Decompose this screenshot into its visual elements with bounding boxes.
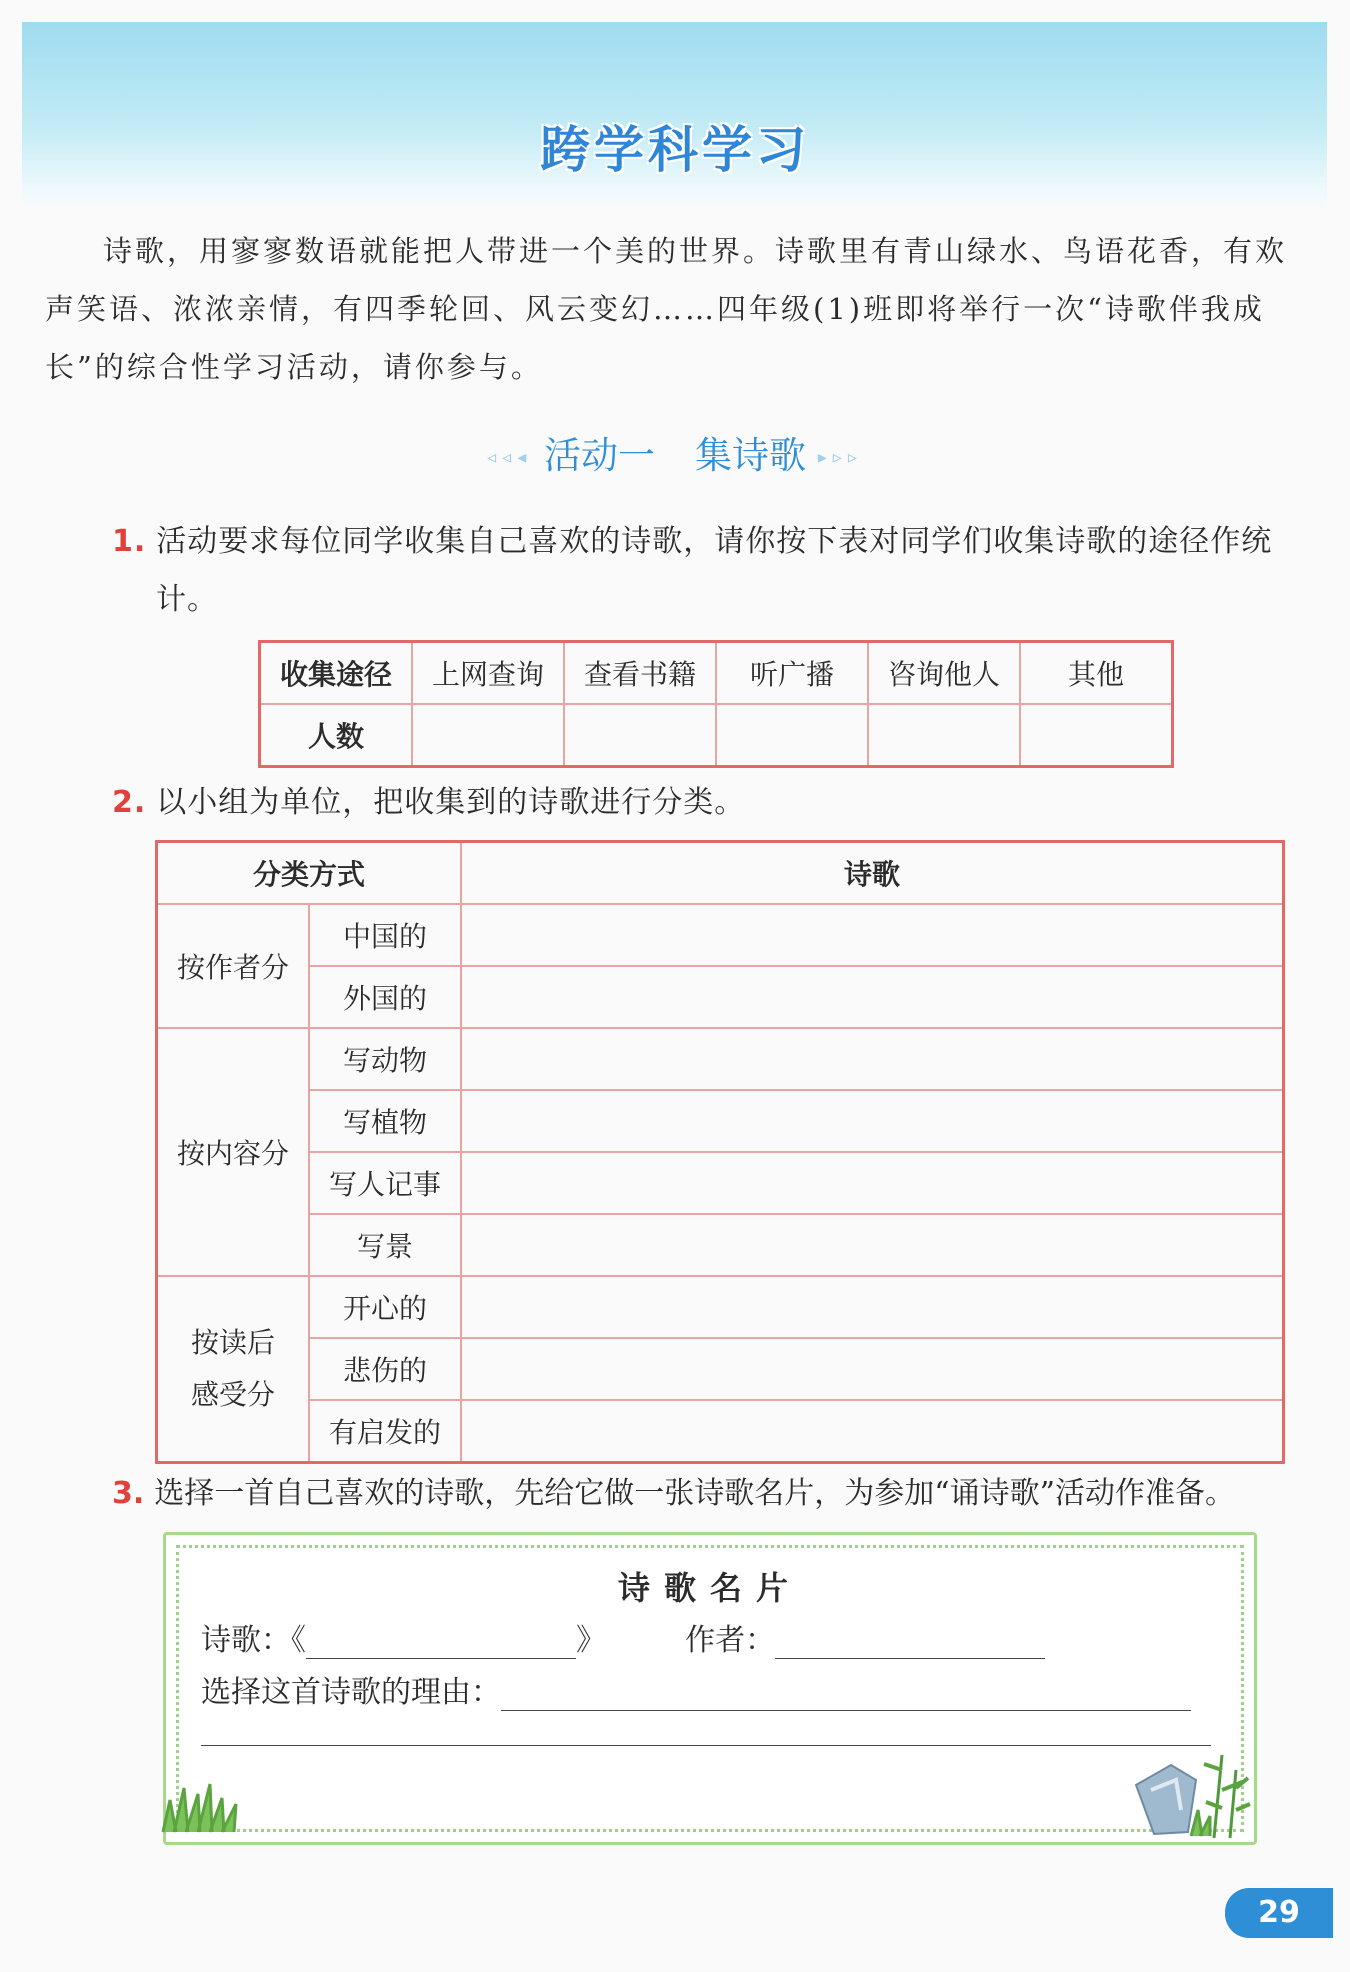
reason-line bbox=[201, 1667, 1191, 1711]
table-row bbox=[157, 1276, 1284, 1338]
answer-cell[interactable] bbox=[412, 704, 564, 767]
table-row bbox=[157, 1028, 1284, 1090]
intro-paragraph: 诗歌，用寥寥数语就能把人带进一个美的世界。诗歌里有青山绿水、鸟语花香，有欢声笑语、浓浓亲情，有四季轮回、风云变幻……四年级(1)班即将举行一次“诗歌伴我成长”的综合性学习活动，请你参与。 bbox=[45, 234, 1288, 384]
activity-heading bbox=[0, 425, 1350, 479]
category-label: 悲伤的 bbox=[309, 1338, 461, 1400]
category-label: 写景 bbox=[309, 1214, 461, 1276]
category-label: 写植物 bbox=[309, 1090, 461, 1152]
category-label: 写人记事 bbox=[309, 1152, 461, 1214]
question-number: 1. bbox=[112, 524, 147, 559]
category-label: 有启发的 bbox=[309, 1400, 461, 1463]
question-text: 活动要求每位同学收集自己喜欢的诗歌，请你按下表对同学们收集诗歌的途径作统计。 bbox=[156, 524, 1273, 617]
activity-name: 集诗歌 bbox=[695, 434, 806, 477]
answer-cell[interactable] bbox=[461, 1276, 1284, 1338]
answer-cell[interactable] bbox=[461, 1400, 1284, 1463]
page-number: 29 bbox=[1225, 1888, 1333, 1938]
answer-cell[interactable] bbox=[461, 1090, 1284, 1152]
grass-icon bbox=[158, 1780, 248, 1835]
reason-blank-2[interactable] bbox=[201, 1735, 1211, 1746]
table-row bbox=[157, 966, 1284, 1028]
row-header: 收集途径 bbox=[260, 642, 413, 705]
answer-cell[interactable] bbox=[461, 1214, 1284, 1276]
answer-cell[interactable] bbox=[461, 1338, 1284, 1400]
table-row bbox=[157, 1090, 1284, 1152]
question-1 bbox=[112, 513, 1326, 629]
activity-label: 活动一 bbox=[544, 434, 655, 477]
group-label: 按内容分 bbox=[157, 1028, 310, 1276]
column-header: 上网查询 bbox=[412, 642, 564, 705]
category-label: 中国的 bbox=[309, 904, 461, 966]
question-2 bbox=[112, 774, 1282, 832]
answer-cell[interactable] bbox=[716, 704, 868, 767]
poem-card bbox=[163, 1532, 1257, 1845]
group-label: 按作者分 bbox=[157, 904, 310, 1028]
table-row bbox=[260, 642, 1173, 705]
answer-cell[interactable] bbox=[461, 1152, 1284, 1214]
poem-name-line bbox=[201, 1615, 1045, 1659]
question-number: 2. bbox=[112, 785, 147, 820]
poem-classification-table bbox=[155, 840, 1285, 1464]
rock-and-bamboo-icon bbox=[1126, 1750, 1251, 1840]
question-number: 3. bbox=[112, 1476, 145, 1511]
column-header: 分类方式 bbox=[157, 842, 462, 905]
table-row bbox=[157, 904, 1284, 966]
group-label-line: 按读后 bbox=[190, 1326, 275, 1359]
table-row bbox=[157, 1338, 1284, 1400]
answer-cell[interactable] bbox=[868, 704, 1020, 767]
collection-method-table bbox=[258, 640, 1174, 768]
reason-label: 选择这首诗歌的理由： bbox=[201, 1675, 501, 1710]
question-text: 以小组为单位，把收集到的诗歌进行分类。 bbox=[156, 785, 746, 820]
answer-cell[interactable] bbox=[461, 904, 1284, 966]
row-header: 人数 bbox=[260, 704, 413, 767]
answer-cell[interactable] bbox=[461, 966, 1284, 1028]
table-row bbox=[157, 1214, 1284, 1276]
table-row bbox=[260, 704, 1173, 767]
intro-text bbox=[45, 222, 1290, 396]
author-blank[interactable] bbox=[775, 1624, 1045, 1659]
category-label: 外国的 bbox=[309, 966, 461, 1028]
poem-label: 诗歌：《 bbox=[201, 1623, 306, 1658]
column-header: 听广播 bbox=[716, 642, 868, 705]
question-text: 选择一首自己喜欢的诗歌，先给它做一张诗歌名片，为参加“诵诗歌”活动作准备。 bbox=[154, 1476, 1235, 1511]
answer-cell[interactable] bbox=[564, 704, 716, 767]
table-row bbox=[157, 842, 1284, 905]
question-3 bbox=[112, 1465, 1312, 1523]
table-row bbox=[157, 1152, 1284, 1214]
poem-name-blank[interactable] bbox=[306, 1624, 576, 1659]
right-arrows-icon: ▸▹▹ bbox=[817, 447, 863, 468]
table-row bbox=[157, 1400, 1284, 1463]
card-title: 诗歌名片 bbox=[617, 1569, 802, 1607]
category-label: 写动物 bbox=[309, 1028, 461, 1090]
column-header: 诗歌 bbox=[461, 842, 1284, 905]
group-label-line: 感受分 bbox=[190, 1378, 275, 1411]
page-title: 跨学科学习 bbox=[540, 121, 810, 179]
author-label: 作者： bbox=[685, 1623, 776, 1658]
poem-close: 》 bbox=[576, 1623, 606, 1658]
column-header: 咨询他人 bbox=[868, 642, 1020, 705]
column-header: 查看书籍 bbox=[564, 642, 716, 705]
answer-cell[interactable] bbox=[461, 1028, 1284, 1090]
left-arrows-icon: ◃◃◂ bbox=[487, 447, 533, 468]
category-label: 开心的 bbox=[309, 1276, 461, 1338]
group-label bbox=[157, 1276, 310, 1463]
column-header: 其他 bbox=[1020, 642, 1173, 705]
answer-cell[interactable] bbox=[1020, 704, 1173, 767]
reason-blank[interactable] bbox=[501, 1670, 1191, 1711]
